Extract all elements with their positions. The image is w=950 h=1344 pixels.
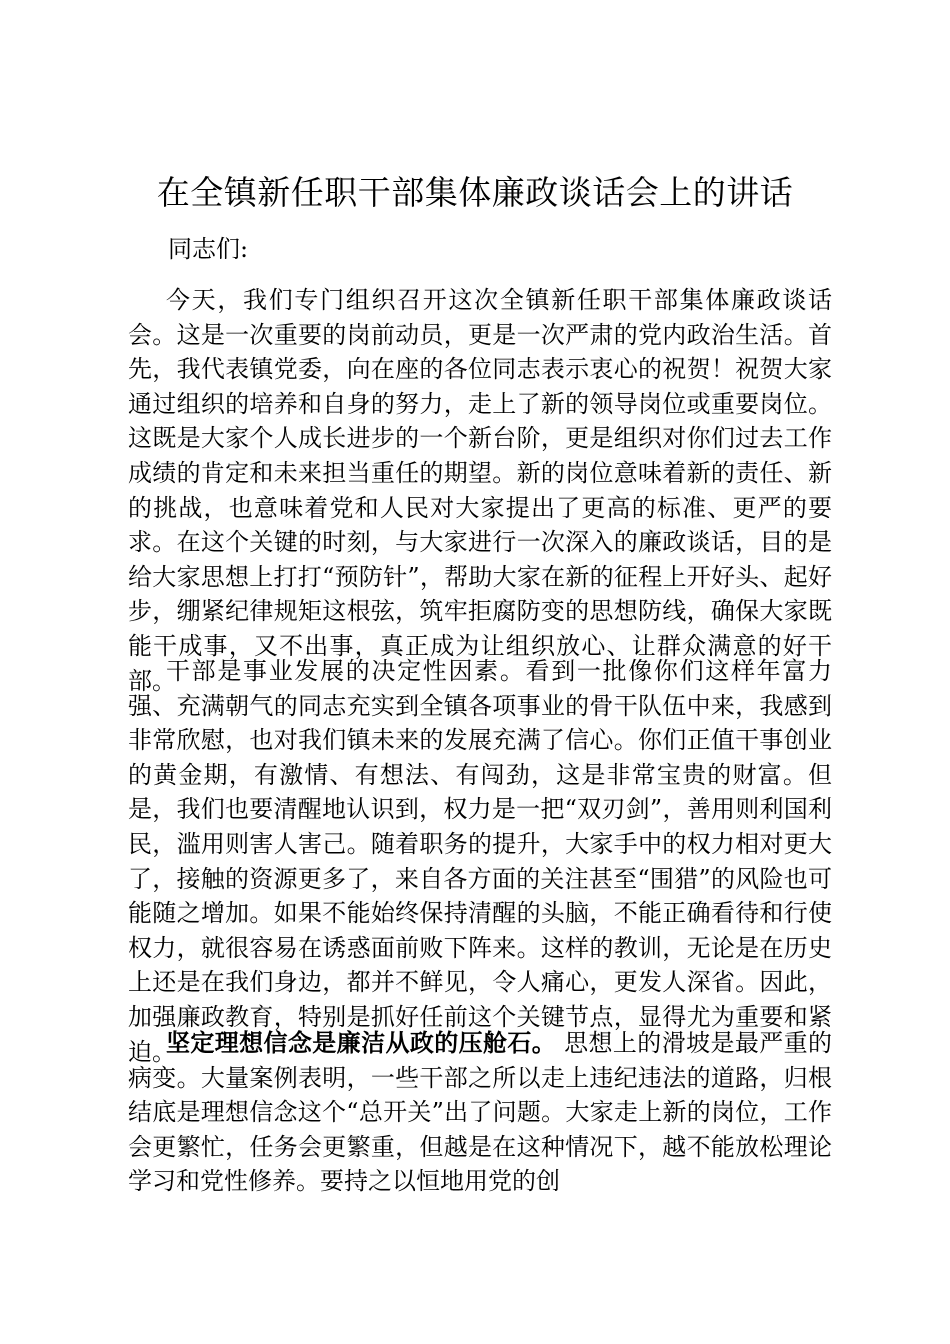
paragraph-3: [128, 1026, 832, 1199]
paragraph-1-text: 今天，我们专门组织召开这次全镇新任职干部集体廉政谈话会。这是一次重要的岗前动员，更是一次严肃的党内政治生活。首先，我代表镇党委，向在座的各位同志表示衷心的祝贺！祝贺大家通过组织的培养和自身的努力，走上了新的领导岗位或重要岗位。这既是大家个人成长进步的一个新台阶，更是组织对你们过去工作成绩的肯定和未来担当重任的期望。新的岗位意味着新的责任、新的挑战，也意味着党和人民对大家提出了更高的标准、更严的要求。在这个关键的时刻，与大家进行一次深入的廉政谈话，目的是给大家思想上打打“预防针”，帮助大家在新的征程上开好头、起好步，绷紧纪律规矩这根弦，筑牢拒腐防变的思想防线，确保大家既能干成事，又不出事，真正成为让组织放心、让群众满意的好干部。: [128, 286, 832, 695]
paragraph-2: [128, 654, 832, 1069]
paragraph-3-text: 思想上的滑坡是最严重的病变。大量案例表明，一些干部之所以走上违纪违法的道路，归根结底是理想信念这个“总开关”出了问题。大家走上新的岗位，工作会更繁忙，任务会更繁重，但越是在这种情况下，越不能放松理论学习和党性修养。要持之以恒地用党的创: [128, 1029, 832, 1196]
document-title: 在全镇新任职干部集体廉政谈话会上的讲话: [156, 173, 794, 212]
salutation: 同志们:: [168, 235, 249, 263]
paragraph-3-lead: 坚定理想信念是廉洁从政的压舱石。: [166, 1028, 557, 1057]
paragraph-2-text: 干部是事业发展的决定性因素。看到一批像你们这样年富力强、充满朝气的同志充实到全镇各项事业的骨干队伍中来，我感到非常欣慰，也对我们镇未来的发展充满了信心。你们正值干事创业的黄金期，有激情、有想法、有闯劲，这是非常宝贵的财富。但是，我们也要清醒地认识到，权力是一把“双刃剑”，善用则利国利民，滥用则害人害己。随着职务的提升，大家手中的权力相对更大了，接触的资源更多了，来自各方面的关注甚至“围猎”的风险也可能随之增加。如果不能始终保持清醒的头脑，不能正确看待和行使权力，就很容易在诱惑面前败下阵来。这样的教训，无论是在历史上还是在我们身边，都并不鲜见，令人痛心，更发人深省。因此，加强廉政教育，特别是抓好任前这个关键节点，显得尤为重要和紧迫。: [128, 657, 832, 1066]
paragraph-1: [128, 283, 832, 698]
